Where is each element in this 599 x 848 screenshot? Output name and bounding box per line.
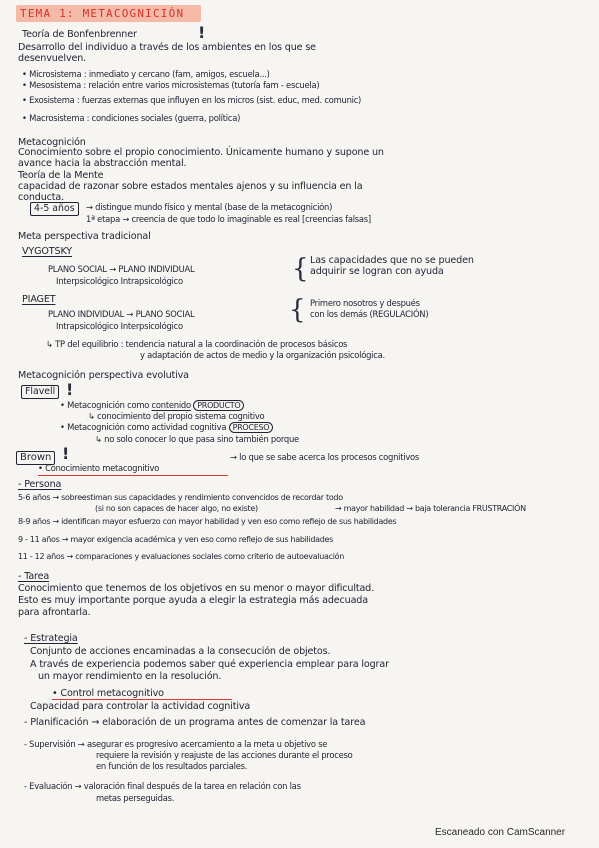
note-line: Esto es muy importante porque ayuda a elegir la estrategia más adecuada <box>18 595 368 606</box>
note-line: → mayor habilidad → baja tolerancia FRUSTRACIÓN <box>335 504 526 513</box>
note-line: Desarrollo del individuo a través de los ambientes en los que se <box>18 42 316 53</box>
note-line: 1ª etapa → creencia de que todo lo imaginable es real [creencias falsas] <box>86 214 371 224</box>
note-line: con los demás (REGULACIÓN) <box>310 309 429 319</box>
note-line: • Microsistema : inmediato y cercano (fam, amigos, escuela...) <box>22 69 270 79</box>
author-box: Brown <box>16 451 55 465</box>
note-line: 8-9 años → identifican mayor esfuerzo con mayor habilidad y ven eso como reflejo de sus habilidades <box>18 517 397 526</box>
brace-icon: { <box>292 254 309 284</box>
note-line: desenvuelven. <box>18 53 87 64</box>
note-line: - Persona <box>18 479 62 490</box>
note-line: Primero nosotros y después <box>310 298 420 308</box>
note-line: • Macrosistema : condiciones sociales (guerra, política) <box>22 113 241 123</box>
note-line: en función de los resultados parciales. <box>96 761 248 771</box>
red-underline <box>38 475 228 476</box>
note-line: PLANO INDIVIDUAL → PLANO SOCIAL <box>48 309 195 319</box>
note-line: → distingue mundo físico y mental (base de la metacognición) <box>86 202 333 212</box>
note-line: • Control metacognitivo <box>52 688 164 699</box>
note-line: • Exosistema : fuerzas externas que influyen en los micros (sist. educ, med. comunic) <box>22 95 362 105</box>
note-line: - Evaluación → valoración final después de la tarea en relación con las <box>24 781 301 791</box>
age-box: 4-5 años <box>30 202 79 216</box>
note-line: adquirir se logran con ayuda <box>310 266 444 277</box>
note-line: Teoría de la Mente <box>18 170 104 181</box>
brace-icon: { <box>289 295 306 325</box>
note-line: Metacognición <box>18 137 86 148</box>
note-line: • Mesosistema : relación entre varios microsistemas (tutoría fam - escuela) <box>22 80 320 90</box>
note-line: ↳ TP del equilibrio : tendencia natural a la coordinación de procesos básicos <box>46 339 348 349</box>
note-line: requiere la revisión y reajuste de las acciones durante el proceso <box>96 750 353 760</box>
note-line: Intrapsicológico Interpsicológico <box>56 321 183 331</box>
note-line: - Estrategia <box>24 633 78 644</box>
note-line: • Metacognición como actividad cognitiva PROCESO <box>60 422 273 433</box>
note-line: - Tarea <box>18 571 50 582</box>
note-line: → lo que se sabe acerca los procesos cognitivos <box>230 452 420 462</box>
note-line: Conocimiento sobre el propio conocimiento. Únicamente humano y supone un <box>18 147 384 158</box>
note-line: • Metacognición como contenido PRODUCTO <box>60 400 244 411</box>
note-line: Conjunto de acciones encaminadas a la consecución de objetos. <box>30 646 331 657</box>
note-line: Metacognición perspectiva evolutiva <box>18 370 189 381</box>
note-line: 9 - 11 años → mayor exigencia académica y ven eso como reflejo de sus habilidades <box>18 535 334 544</box>
note-line: - Planificación → elaboración de un programa antes de comenzar la tarea <box>24 717 366 728</box>
note-line: Capacidad para controlar la actividad cognitiva <box>30 701 251 712</box>
exclamation-icon: ! <box>62 444 70 463</box>
note-line: 5-6 años → sobreestiman sus capacidades y rendimiento convencidos de recordar todo <box>18 493 343 502</box>
note-line: A través de experiencia podemos saber qué experiencia emplear para lograr <box>30 659 389 670</box>
note-line: VYGOTSKY <box>22 246 72 257</box>
note-line: avance hacia la abstracción mental. <box>18 158 187 169</box>
note-line: capacidad de razonar sobre estados mentales ajenos y su influencia en la <box>18 181 363 192</box>
note-line: conducta. <box>18 192 65 203</box>
note-line: (si no son capaces de hacer algo, no existe) <box>95 504 258 513</box>
note-line: Teoría de Bonfenbrenner <box>22 29 137 40</box>
scanner-watermark: Escaneado con CamScanner <box>435 827 566 838</box>
note-line: • Conocimiento metacognitivo <box>38 463 160 473</box>
exclamation-icon: ! <box>66 380 74 399</box>
exclamation-icon: ! <box>198 23 206 42</box>
note-line: PLANO SOCIAL → PLANO INDIVIDUAL <box>48 264 195 274</box>
note-line: un mayor rendimiento en la resolución. <box>38 671 222 682</box>
page-title: TEMA 1: METACOGNICIÓN <box>20 7 185 20</box>
note-line: ↳ no solo conocer lo que pasa sino también porque <box>95 434 299 444</box>
note-line: metas perseguidas. <box>96 793 175 803</box>
note-line: 11 - 12 años → comparaciones y evaluaciones sociales como criterio de autoevaluación <box>18 552 344 561</box>
note-line: - Supervisión → asegurar es progresivo acercamiento a la meta u objetivo se <box>24 739 328 749</box>
note-line: para afrontarla. <box>18 607 91 618</box>
note-line: Interpsicológico Intrapsicológico <box>56 276 183 286</box>
note-line: Conocimiento que tenemos de los objetivos en su menor o mayor dificultad. <box>18 583 375 594</box>
note-line: ↳ conocimiento del propio sistema cognitivo <box>88 411 265 421</box>
note-line: Meta perspectiva tradicional <box>18 231 151 242</box>
note-line: y adaptación de actos de medio y la organización psicológica. <box>140 350 385 360</box>
author-box: Flavell <box>21 385 59 399</box>
note-line: Las capacidades que no se pueden <box>310 255 474 266</box>
note-line: PIAGET <box>22 294 56 305</box>
